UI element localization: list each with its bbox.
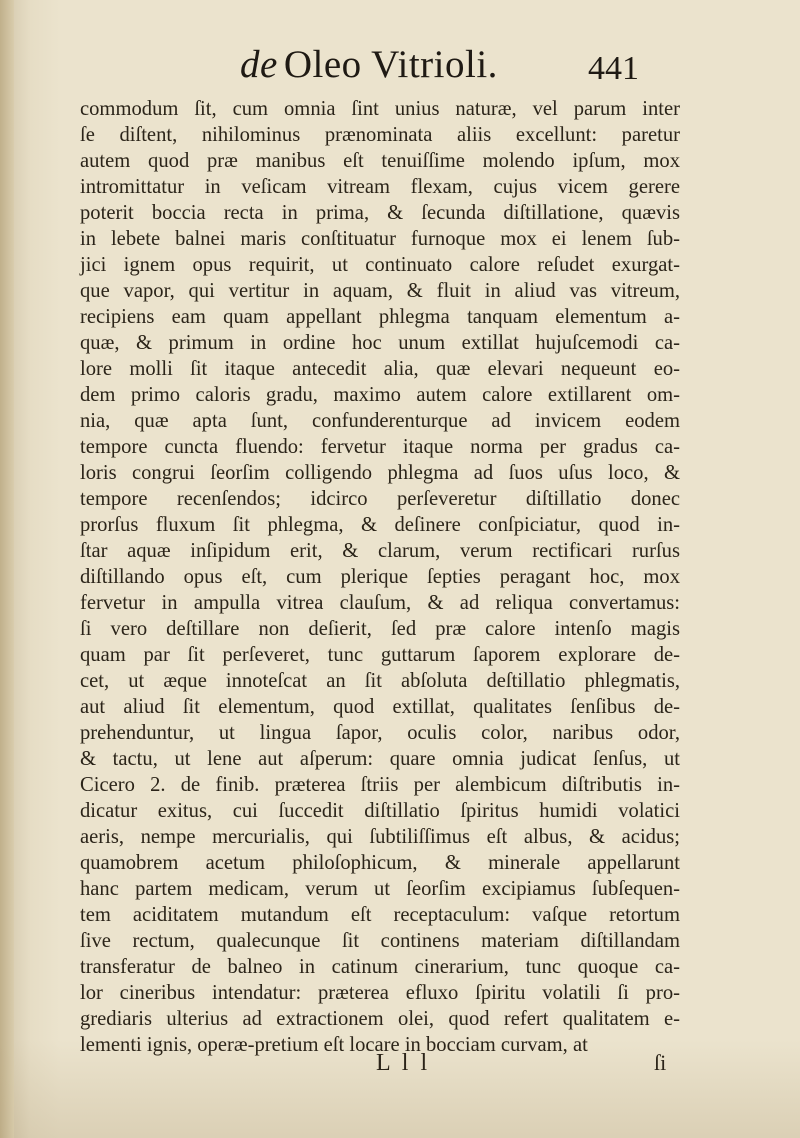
text-line: lor cineribus intendatur: præterea efluxo ſpiritu volatili ſi pro- (80, 982, 680, 1004)
text-line: fervetur in ampulla vitrea clauſum, & ad reliqua convertamus: (80, 592, 680, 614)
text-line: & tactu, ut lene aut aſperum: quare omnia judicat ſenſus, ut (80, 748, 680, 770)
text-line: Cicero 2. de finib. præterea ſtriis per alembicum diſtributis in- (80, 774, 680, 796)
text-line: tempore recenſendos; idcirco perſeveretur diſtillatio donec (80, 488, 680, 510)
text-line: autem quod præ manibus eſt tenuiſſime molendo ipſum, mox (80, 150, 680, 172)
text-line: que vapor, qui vertitur in aquam, & fluit in aliud vas vitreum, (80, 280, 680, 302)
text-line: poterit boccia recta in prima, & ſecunda diſtillatione, quævis (80, 202, 680, 224)
text-line: commodum ſit, cum omnia ſint unius naturæ, vel parum inter (80, 98, 680, 120)
text-line: lore molli ſit itaque antecedit alia, quæ elevari nequeunt eo- (80, 358, 680, 380)
text-line: prehenduntur, ut lingua ſapor, oculis color, naribus odor, (80, 722, 680, 744)
page-gutter-shadow (0, 0, 14, 1138)
text-line: ſe diſtent, nihilominus prænominata aliis excellunt: paretur (80, 124, 680, 146)
text-line: transferatur de balneo in catinum cinerarium, tunc quoque ca- (80, 956, 680, 978)
page-footer (80, 1050, 680, 1080)
text-line: tem aciditatem mutandum eſt receptaculum: vaſque retortum (80, 904, 680, 926)
text-line: jici ignem opus requirit, ut continuato calore reſudet exurgat- (80, 254, 680, 276)
page-number: 441 (588, 50, 639, 87)
text-line: prorſus fluxum ſit phlegma, & deſinere conſpiciatur, quod in- (80, 514, 680, 536)
text-line: dicatur exitus, cui ſuccedit diſtillatio ſpiritus humidi volatici (80, 800, 680, 822)
text-line: quam par ſit perſeveret, tunc guttarum ſaporem explorare de- (80, 644, 680, 666)
running-title (240, 42, 498, 87)
text-line: ſi vero deſtillare non deſierit, ſed præ calore intenſo magis (80, 618, 680, 640)
text-line: loris congrui ſeorſim colligendo phlegma ad ſuos uſus loco, & (80, 462, 680, 484)
text-line: in lebete balnei maris conſtituatur furnoque mox ei lenem ſub- (80, 228, 680, 250)
text-line: diſtillando opus eſt, cum plerique ſepties peragant hoc, mox (80, 566, 680, 588)
signature-mark: L l l (376, 1050, 431, 1076)
page-header (0, 42, 800, 92)
text-line: grediaris ulterius ad extractionem olei, quod refert qualitatem e- (80, 1008, 680, 1030)
text-line: cet, ut æque innoteſcat an ſit abſoluta deſtillatio phlegmatis, (80, 670, 680, 692)
text-line: ſtar aquæ inſipidum erit, & clarum, verum rectificari rurſus (80, 540, 680, 562)
catchword: ſi (654, 1050, 667, 1075)
text-line: quamobrem acetum philoſophicum, & minerale appellarunt (80, 852, 680, 874)
text-line: aeris, nempe mercurialis, qui ſubtiliſſimus eſt albus, & acidus; (80, 826, 680, 848)
text-line: recipiens eam quam appellant phlegma tanquam elementum a- (80, 306, 680, 328)
text-line: hanc partem medicam, verum ut ſeorſim excipiamus ſubſequen- (80, 878, 680, 900)
text-line: intromittatur in veſicam vitream flexam, cujus vicem gerere (80, 176, 680, 198)
text-line: lementi ignis, operæ-pretium eſt locare in bocciam curvam, at (80, 1034, 588, 1056)
running-title-main: Oleo Vitrioli. (283, 43, 498, 86)
body-text (80, 96, 680, 1058)
text-line: aut aliud ſit elementum, quod extillat, qualitates ſenſibus de- (80, 696, 680, 718)
text-line: ſive rectum, qualecunque ſit continens materiam diſtillandam (80, 930, 680, 952)
text-line: tempore cuncta fluendo: fervetur itaque norma per gradus ca- (80, 436, 680, 458)
text-line: quæ, & primum in ordine hoc unum extillat hujuſcemodi ca- (80, 332, 680, 354)
text-line: dem primo caloris gradu, maximo autem calore extillarent om- (80, 384, 680, 406)
text-line: nia, quæ apta ſunt, confunderenturque ad invicem eodem (80, 410, 680, 432)
running-title-prefix: de (240, 43, 278, 86)
